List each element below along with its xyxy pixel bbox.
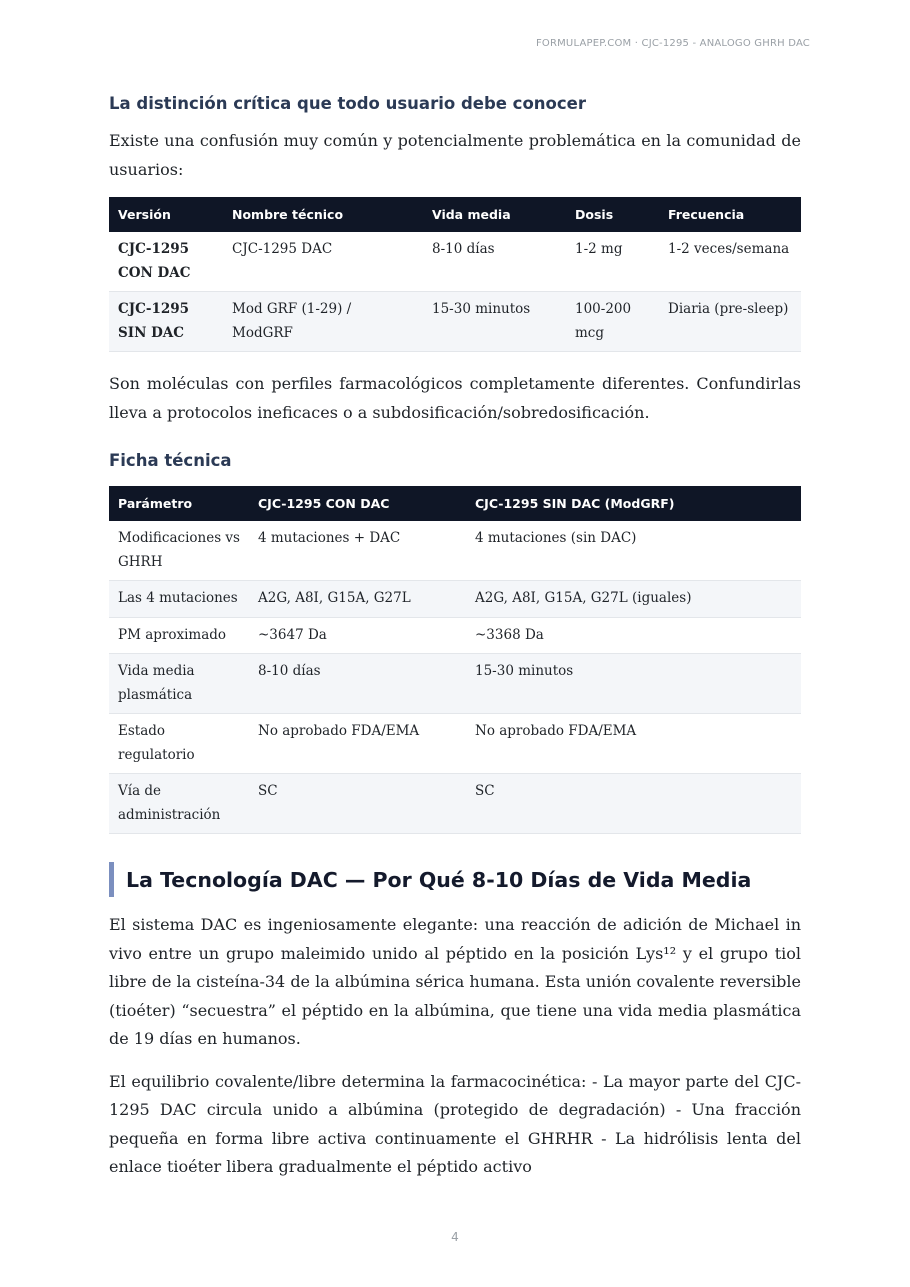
table-cell: No aprobado FDA/EMA	[466, 714, 801, 774]
table-cell: 1-2 veces/semana	[659, 232, 801, 292]
table-cell: A2G, A8I, G15A, G27L (iguales)	[466, 581, 801, 618]
section-heading-dac: La Tecnología DAC — Por Qué 8-10 Días de Vida Media	[126, 867, 752, 892]
table-cell: SC	[466, 774, 801, 834]
column-header: Parámetro	[109, 486, 249, 521]
table-cell: SC	[249, 774, 466, 834]
version-comparison-table	[109, 197, 801, 352]
column-header: CJC-1295 CON DAC	[249, 486, 466, 521]
table-row	[109, 232, 801, 292]
table-cell: Las 4 mutaciones	[109, 581, 249, 618]
table-cell: Mod GRF (1-29) / ModGRF	[223, 292, 423, 352]
table-header-row	[109, 197, 801, 232]
table-row	[109, 654, 801, 714]
page-content	[109, 94, 801, 1182]
column-header: CJC-1295 SIN DAC (ModGRF)	[466, 486, 801, 521]
table-cell: Vía de administración	[109, 774, 249, 834]
page-number: 4	[451, 1230, 459, 1244]
table-cell: 1-2 mg	[566, 232, 659, 292]
column-header: Dosis	[566, 197, 659, 232]
table-cell: ~3368 Da	[466, 617, 801, 654]
table-cell: Estado regulatorio	[109, 714, 249, 774]
table-cell: PM aproximado	[109, 617, 249, 654]
technical-sheet-table	[109, 486, 801, 834]
table-cell: 100-200 mcg	[566, 292, 659, 352]
table-cell: 15-30 minutos	[466, 654, 801, 714]
section-title-dac	[109, 862, 801, 897]
running-header: FORMULAPEP.COM · CJC-1295 - ANALOGO GHRH DAC	[535, 38, 810, 49]
table-cell: Vida media plasmática	[109, 654, 249, 714]
column-header: Frecuencia	[659, 197, 801, 232]
table-cell: CJC-1295 DAC	[223, 232, 423, 292]
table-cell: 15-30 minutos	[423, 292, 566, 352]
table-row	[109, 774, 801, 834]
table-cell: 4 mutaciones (sin DAC)	[466, 521, 801, 581]
dac-paragraph-1: El sistema DAC es ingeniosamente elegante: una reacción de adición de Michael in vivo entre un grupo maleimido unido al péptido en la posición Lys¹² y el grupo tiol libre de la cisteína-34 de la albúmina sérica humana. Esta unión covalente reversible (tioéter) “secuestra” el péptido en la albúmina, que tiene una vida media plasmática de 19 días en humanos.	[109, 915, 801, 1048]
table-cell: A2G, A8I, G15A, G27L	[249, 581, 466, 618]
table-row	[109, 714, 801, 774]
accent-bar	[109, 862, 114, 897]
section-heading-ficha: Ficha técnica	[109, 451, 232, 470]
column-header: Versión	[109, 197, 223, 232]
table-cell: CJC-1295 SIN DAC	[109, 292, 223, 352]
table-cell: No aprobado FDA/EMA	[249, 714, 466, 774]
table-row	[109, 521, 801, 581]
table-row	[109, 292, 801, 352]
table-cell: ~3647 Da	[249, 617, 466, 654]
table-row	[109, 617, 801, 654]
table-row	[109, 581, 801, 618]
table-cell: 4 mutaciones + DAC	[249, 521, 466, 581]
intro-paragraph: Existe una confusión muy común y potencialmente problemática en la comunidad de usuarios:	[109, 131, 801, 179]
dac-paragraph-2: El equilibrio covalente/libre determina la farmacocinética: - La mayor parte del CJC-1295 DAC circula unido a albúmina (protegido de degradación) - Una fracción pequeña en forma libre activa continuamente el GHRHR - La hidrólisis lenta del enlace tioéter libera gradualmente el péptido activo	[109, 1071, 801, 1176]
section-heading-distinction: La distinción crítica que todo usuario debe conocer	[109, 94, 586, 113]
table-cell: 8-10 días	[249, 654, 466, 714]
table-cell: Diaria (pre-sleep)	[659, 292, 801, 352]
table-cell: 8-10 días	[423, 232, 566, 292]
table-header-row	[109, 486, 801, 521]
table-cell: Modificaciones vs GHRH	[109, 521, 249, 581]
column-header: Vida media	[423, 197, 566, 232]
column-header: Nombre técnico	[223, 197, 423, 232]
table-cell: CJC-1295 CON DAC	[109, 232, 223, 292]
outro-paragraph: Son moléculas con perfiles farmacológicos completamente diferentes. Confundirlas lleva a protocolos ineficaces o a subdosificación/sobredosificación.	[109, 374, 801, 422]
